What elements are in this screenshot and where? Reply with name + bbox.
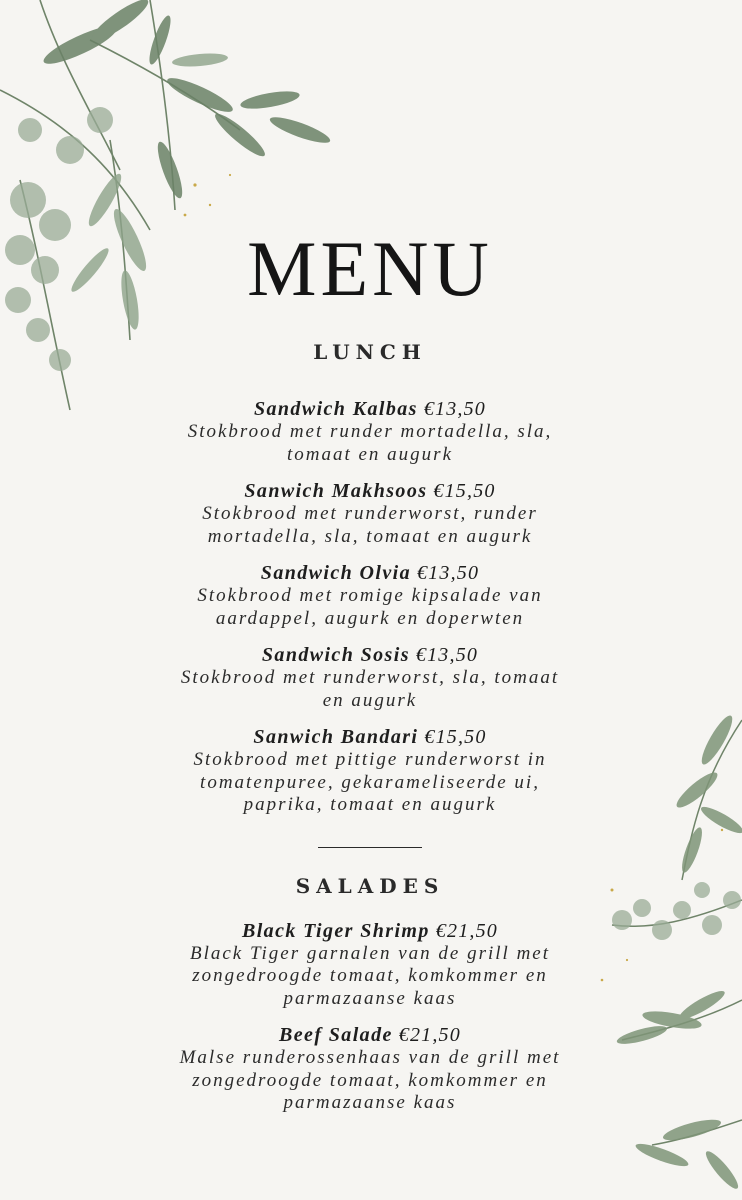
item-description-line: Stokbrood met runder mortadella, sla, <box>187 421 553 442</box>
item-name: Sanwich Bandari <box>253 726 419 748</box>
item-name: Sandwich Olvia <box>260 562 411 584</box>
item-description-line: en augurk <box>322 689 418 711</box>
item-name: Beef Salade <box>279 1024 393 1046</box>
item-description-line: zongedroogde tomaat, komkommer en <box>192 965 548 986</box>
item-description-line: parmazaanse kaas <box>283 987 457 1009</box>
menu-item <box>130 644 610 712</box>
menu-item <box>130 1024 610 1115</box>
section-divider <box>318 847 422 848</box>
item-description-line: tomatenpuree, gekarameliseerde ui, <box>200 771 540 793</box>
item-price: €13,50 <box>415 644 479 666</box>
item-description-line: Stokbrood met runderworst, runder <box>202 503 538 524</box>
item-name: Sandwich Sosis <box>261 644 410 666</box>
item-price: €13,50 <box>416 562 480 584</box>
menu-item <box>130 562 610 630</box>
item-price: €21,50 <box>398 1024 461 1046</box>
item-description-line: tomaat en augurk <box>286 443 454 465</box>
section-heading-lunch: LUNCH <box>313 340 427 364</box>
section-salades <box>130 874 610 1115</box>
item-description-line: paprika, tomaat en augurk <box>243 794 497 815</box>
item-name: Sandwich Kalbas <box>253 398 418 420</box>
item-description-line: Stokbrood met runderworst, sla, tomaat <box>180 667 560 688</box>
item-price: €15,50 <box>424 726 487 748</box>
item-description-line: Stokbrood met pittige runderworst in <box>193 749 547 770</box>
item-description-line: parmazaanse kaas <box>283 1092 457 1113</box>
item-description-line: mortadella, sla, tomaat en augurk <box>207 525 533 547</box>
menu-item <box>130 480 610 548</box>
menu-title: MENU <box>247 225 493 312</box>
section-lunch <box>130 340 610 817</box>
section-heading-salades: SALADES <box>295 873 445 898</box>
item-price: €15,50 <box>433 480 496 502</box>
menu-item <box>130 726 610 817</box>
item-description-line: Black Tiger garnalen van de grill met <box>189 942 550 964</box>
item-description-line: aardappel, augurk en doperwten <box>215 607 525 629</box>
item-name: Sanwich Makhsoos <box>244 480 428 502</box>
item-name: Black Tiger Shrimp <box>241 919 430 942</box>
item-description-line: Stokbrood met romige kipsalade van <box>197 585 543 606</box>
item-price: €13,50 <box>423 398 487 420</box>
item-price: €21,50 <box>435 919 498 942</box>
item-description-line: Malse runderossenhaas van de grill met <box>179 1047 561 1068</box>
menu-item <box>130 920 610 1011</box>
item-description-line: zongedroogde tomaat, komkommer en <box>192 1069 548 1091</box>
menu-item <box>130 398 610 466</box>
menu-content <box>130 220 610 1129</box>
